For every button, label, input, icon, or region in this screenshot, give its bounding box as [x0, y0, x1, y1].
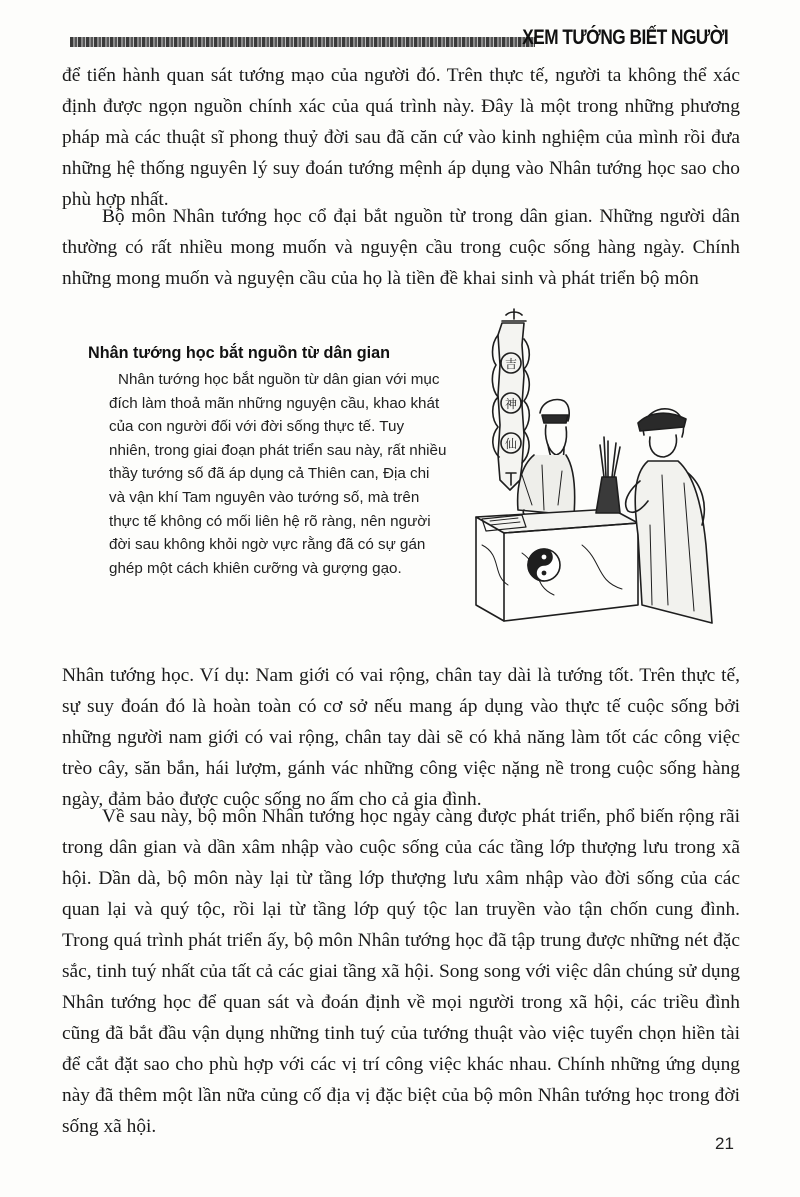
banner-glyph: 神 — [504, 397, 518, 411]
banner-glyph: 仙 — [504, 437, 518, 451]
body-paragraph: Bộ môn Nhân tướng học cổ đại bắt nguồn từ trong dân gian. Những người dân thường có rất nhiều mong muốn và nguyện cầu trong cuộc sống hàng ngày. Chính những mong muốn và nguyện cầu của họ là tiền đề khai sinh và phát triển bộ môn — [62, 206, 740, 289]
header-rule — [70, 37, 535, 47]
sidebar-box — [88, 344, 448, 580]
body-paragraph: để tiến hành quan sát tướng mạo của người đó. Trên thực tế, người ta không thể xác định được ngọn nguồn chính xác của quá trình này. Đây là một trong những phương pháp mà các thuật sĩ phong thuỷ đời sau đã căn cứ vào kinh nghiệm của mình rồi đưa những hệ thống nguyên lý suy đoán tướng mệnh áp dụng vào Nhân tướng học sao cho phù hợp nhất. — [62, 65, 740, 210]
illustration-drawing — [462, 305, 762, 645]
body-paragraph: Về sau này, bộ môn Nhân tướng học ngày càng được phát triển, phổ biến rộng rãi trong dân gian và dần xâm nhập vào cuộc sống của các tầng lớp thượng lưu trong xã hội. Dần dà, bộ môn này lại từ tầng lớp thượng lưu xâm nhập vào đời sống của các quan lại và quý tộc, rồi lại từ tầng lớp quý tộc lan truyền vào tận chốn cung đình. Trong quá trình phát triển ấy, bộ môn Nhân tướng học đã tập trung được những nét đặc sắc, tinh tuý nhất của tất cả các giai tầng xã hội. Song song với việc dân chúng sử dụng Nhân tướng học để quan sát và đoán định về mọi người trong xã hội, các triều đình cũng đã bắt đầu vận dụng những tinh tuý của tướng thuật vào việc tuyển chọn hiền tài để cắt đặt sao cho phù hợp với các vị trí công việc khác nhau. Chính những ứng dụng này đã thêm một lần nữa củng cố địa vị đặc biệt của bộ môn Nhân tướng học trong đời sống xã hội. — [62, 806, 740, 1137]
brush-jar — [596, 437, 620, 513]
sidebar-body: Nhân tướng học bắt nguồn từ dân gian với mục đích làm thoả mãn những nguyện cầu, khao khát của con người đối với đời sống thực tế. Tuy nhiên, trong giai đoạn phát triển sau này, rất nhiều thầy tướng số đã áp dụng cả Thiên can, Địa chi và vận khí Tam nguyên vào tướng số, mà trên thực tế không có mối liên hệ rõ ràng, nên người đời sau không khỏi ngờ vực rằng đã có sự gán ghép một cách khiên cưỡng và gượng gạo. — [109, 371, 447, 577]
sidebar-title: Nhân tướng học bắt nguồn từ dân gian — [88, 344, 391, 362]
table — [476, 509, 638, 621]
body-paragraph: Nhân tướng học. Ví dụ: Nam giới có vai rộng, chân tay dài là tướng tốt. Trên thực tế, sự suy đoán đó là hoàn toàn có cơ sở nếu mang áp dụng vào thực tế cuộc sống bởi những người nam giới có vai rộng, chân tay dài sẽ có khả năng làm tốt các công việc trèo cây, săn bắn, hái lượm, gánh vác những công việc nặng nề trong cuộc sống hàng ngày, đảm bảo được cuộc sống no ấm cho cả gia đình. — [62, 665, 740, 810]
banner-glyph: 吉 — [504, 357, 518, 371]
running-header-title: XEM TƯỚNG BIẾT NGƯỜI — [522, 26, 728, 49]
fortune-teller-illustration — [462, 305, 762, 645]
page-number: 21 — [715, 1134, 734, 1153]
